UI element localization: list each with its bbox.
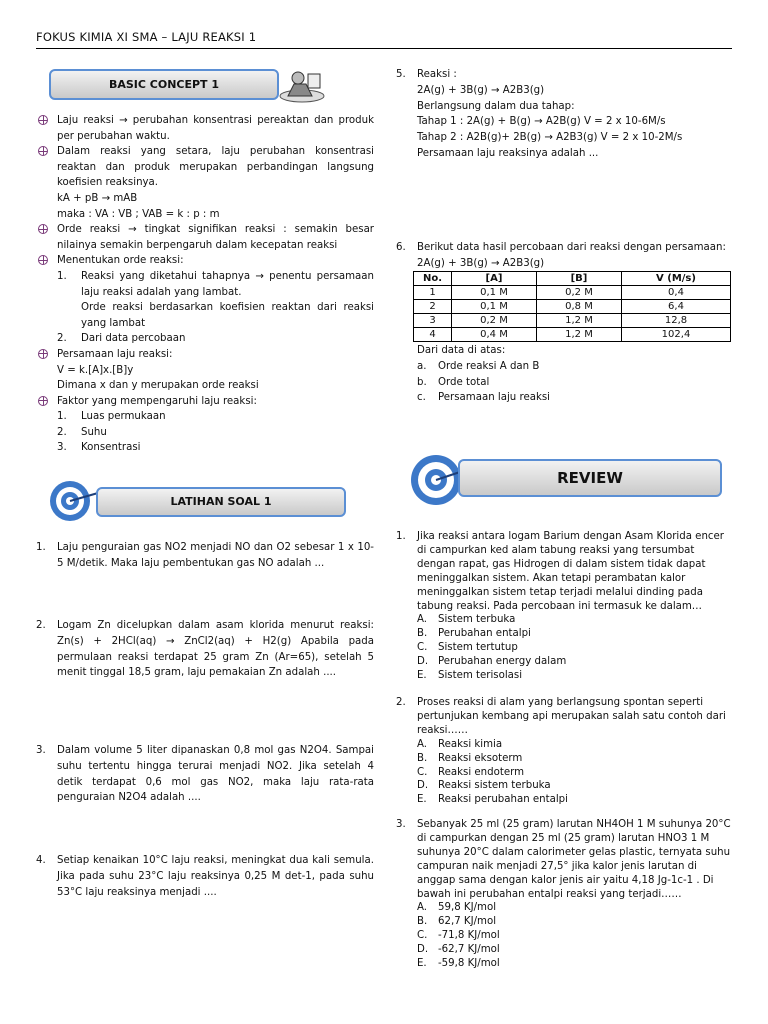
concept-item: Persamaan laju reaksi: <box>36 347 374 363</box>
basic-concept-heading: BASIC CONCEPT 1 <box>49 69 279 100</box>
question-2: 2. Logam Zn dicelupkan dalam asam klorida menurut reaksi: Zn(s) + 2HCl(aq) → ZnCl2(aq) + H2(g) Apabila pada permulaan reaksi terdapat 25 gram Zn (Ar=65), setelah 5 menit tinggal 18,5 gram, laju pemakaian Zn adalah .... <box>36 620 374 679</box>
q6-part-c: c. Persamaan laju reaksi <box>417 392 551 404</box>
review-question-2: 2. Proses reaksi di alam yang berlangsung spontan seperti pertunjukan kembang api merupakan salah satu contoh dari reaksi…… A. Reaksi kimia B. Reaksi eksoterm C. Reaksi endoterm D. Reaksi sistem terbuka E. Reaksi perubahan entalpi <box>396 696 732 807</box>
q5-line: Tahap 1 : 2A(g) + B(g) → A2B(g) V = 2 x 10-6M/s <box>417 116 666 128</box>
option[interactable]: A. Reaksi kimia <box>417 738 503 750</box>
table-row: 1 0,1 M 0,2 M 0,4 <box>414 286 731 300</box>
option[interactable]: D. Perubahan energy dalam <box>417 656 567 668</box>
q6-part-b: b. Orde total <box>417 376 490 388</box>
sub-item: 1. Luas permukaan <box>57 411 166 423</box>
bullet-icon <box>38 115 48 125</box>
option[interactable]: A. 59,8 KJ/mol <box>417 902 497 914</box>
q5-line: Tahap 2 : A2B(g)+ 2B(g) → A2B3(g) V = 2 x 10-2M/s <box>417 132 683 144</box>
table-row: 4 0,4 M 1,2 M 102,4 <box>414 328 731 342</box>
q5-line: Berlangsung dalam dua tahap: <box>417 100 575 112</box>
sub-item: 1. Reaksi yang diketahui tahapnya → penentu persamaan laju reaksi adalah yang lambat. <box>57 270 374 298</box>
sub-item-note: Orde reaksi berdasarkan koefisien reaktan dari reaksi yang lambat <box>81 302 374 329</box>
review-question-3: 3. Sebanyak 25 ml (25 gram) larutan NH4OH 1 M suhunya 20°C di campurkan dengan 25 ml (25 gram) larutan HNO3 1 M suhunya 20°C dalam calorimeter gelas plastic, ternyata suhu campuran naik menjadi 27,5° jika kalor jenis larutan di anggap sama dengan kalor jenis air yaitu 4,18 Jg-1c-1 . Di bawah ini perubahan entalpi reaksi yang terjadi…… A. 59,8 KJ/mol B. 62,7 KJ/mol C. -71,8 KJ/mol D. -62,7 KJ/mol E. -59,8 KJ/mol <box>396 819 731 970</box>
review-heading: REVIEW <box>458 459 722 497</box>
option[interactable]: C. -71,8 KJ/mol <box>417 930 500 942</box>
question-1: 1. Laju penguraian gas NO2 menjadi NO dan O2 sebesar 1 x 10-5 M/detik. Maka laju pembentukan gas NO adalah ... <box>36 542 374 569</box>
q6-equation: 2A(g) + 3B(g) → A2B3(g) <box>417 257 545 269</box>
q6-after: Dari data di atas: <box>417 345 506 356</box>
latihan-soal-heading: LATIHAN SOAL 1 <box>96 487 346 517</box>
option[interactable]: E. Sistem terisolasi <box>417 670 523 682</box>
option[interactable]: D. Reaksi sistem terbuka <box>417 780 551 792</box>
bullet-icon <box>38 146 48 156</box>
q6-title: Berikut data hasil percobaan dari reaksi dengan persamaan: <box>417 242 726 253</box>
equation: kA + pB → mAB <box>57 192 138 204</box>
question-5: 5. Reaksi : 2A(g) + 3B(g) → A2B3(g) Berlangsung dalam dua tahap: Tahap 1 : 2A(g) + B(g) → A2B(g) V = 2 x 10-6M/s Tahap 2 : A2B(g)+ 2B(g) → A2B3(g) V = 2 x 10-2M/s Persamaan laju reaksinya adalah ... <box>396 67 732 162</box>
option[interactable]: D. -62,7 KJ/mol <box>417 944 500 956</box>
table-row: 3 0,2 M 1,2 M 12,8 <box>414 314 731 328</box>
question-6-parts <box>396 343 732 406</box>
concept-item: Menentukan orde reaksi: <box>36 253 374 269</box>
data-table <box>413 271 731 342</box>
scientist-clipart-icon <box>278 66 326 104</box>
table-header: [B] <box>537 272 622 286</box>
concept-item: Faktor yang mempengaruhi laju reaksi: <box>36 394 374 410</box>
rate-equation: V = k.[A]x.[B]y <box>57 364 134 376</box>
option[interactable]: C. Sistem tertutup <box>417 642 518 654</box>
bullet-icon <box>38 349 48 359</box>
table-row: 2 0,1 M 0,8 M 6,4 <box>414 300 731 314</box>
bullet-icon <box>38 224 48 234</box>
q5-line: Persamaan laju reaksinya adalah ... <box>417 147 599 159</box>
q5-title: Reaksi : <box>417 69 457 80</box>
option[interactable]: B. Reaksi eksoterm <box>417 752 523 764</box>
rate-equation-note: Dimana x dan y merupakan orde reaksi <box>57 380 259 392</box>
equation: maka : VA : VB ; VAB = k : p : m <box>57 208 220 220</box>
option[interactable]: B. Perubahan entalpi <box>417 628 531 640</box>
header-divider <box>36 48 732 49</box>
sub-item: 2. Suhu <box>57 426 107 438</box>
table-header: [A] <box>452 272 537 286</box>
q5-equation: 2A(g) + 3B(g) → A2B3(g) <box>417 84 545 96</box>
option[interactable]: E. -59,8 KJ/mol <box>417 958 500 970</box>
sub-item: 3. Konsentrasi <box>57 442 141 454</box>
sub-item: 2. Dari data percobaan <box>57 333 186 345</box>
page-header: FOKUS KIMIA XI SMA – LAJU REAKSI 1 <box>36 30 257 44</box>
concept-item: Dalam reaksi yang setara, laju perubahan konsentrasi reaktan dan produk merupakan perbandingan langsung koefisien reaksinya. <box>36 144 374 191</box>
q6-part-a: a. Orde reaksi A dan B <box>417 360 540 372</box>
question-6: 6. Berikut data hasil percobaan dari reaksi dengan persamaan: 2A(g) + 3B(g) → A2B3(g) <box>396 240 736 272</box>
question-3: 3. Dalam volume 5 liter dipanaskan 0,8 mol gas N2O4. Sampai suhu tertentu hingga terurai menjadi NO2. Jika setelah 4 detik terdapat 0,6 mol gas NO2, maka laju rata-rata penguraian N2O4 adalah .... <box>36 745 374 804</box>
option[interactable]: B. 62,7 KJ/mol <box>417 916 497 928</box>
table-header: No. <box>414 272 452 286</box>
concept-item: Orde reaksi → tingkat signifikan reaksi : semakin besar nilainya semakin berpengaruh dalam kecepatan reaksi <box>36 222 374 253</box>
bullet-icon <box>38 396 48 406</box>
question-4: 4. Setiap kenaikan 10°C laju reaksi, meningkat dua kali semula. Jika pada suhu 23°C laju reaksinya 0,25 M det-1, pada suhu 53°C laju reaksinya menjadi .... <box>36 855 374 898</box>
concept-item: Laju reaksi → perubahan konsentrasi pereaktan dan produk per perubahan waktu. <box>36 113 374 144</box>
target-arrow-icon <box>44 478 100 524</box>
concept-list <box>36 113 374 456</box>
table-header: V (M/s) <box>622 272 731 286</box>
bullet-icon <box>38 255 48 265</box>
option[interactable]: C. Reaksi endoterm <box>417 766 525 778</box>
option[interactable]: A. Sistem terbuka <box>417 614 516 626</box>
review-question-1: 1. Jika reaksi antara logam Barium dengan Asam Klorida encer di campurkan ked alam tabung reaksi yang tersumbat dengan rapat, gas Hidrogen di dalam sistem tidak dapat meninggalkan sistem. Akan tetapi perambatan kalor meninggalkan sistem tetap terjadi melalui dinding pada tabung reaksi. Pada percobaan ini termasuk ke dalam… A. Sistem terbuka B. Perubahan entalpi C. Sistem tertutup D. Perubahan energy dalam E. Sistem terisolasi <box>396 530 732 683</box>
option[interactable]: E. Reaksi perubahan entalpi <box>417 794 568 806</box>
table-header-row <box>414 272 731 286</box>
